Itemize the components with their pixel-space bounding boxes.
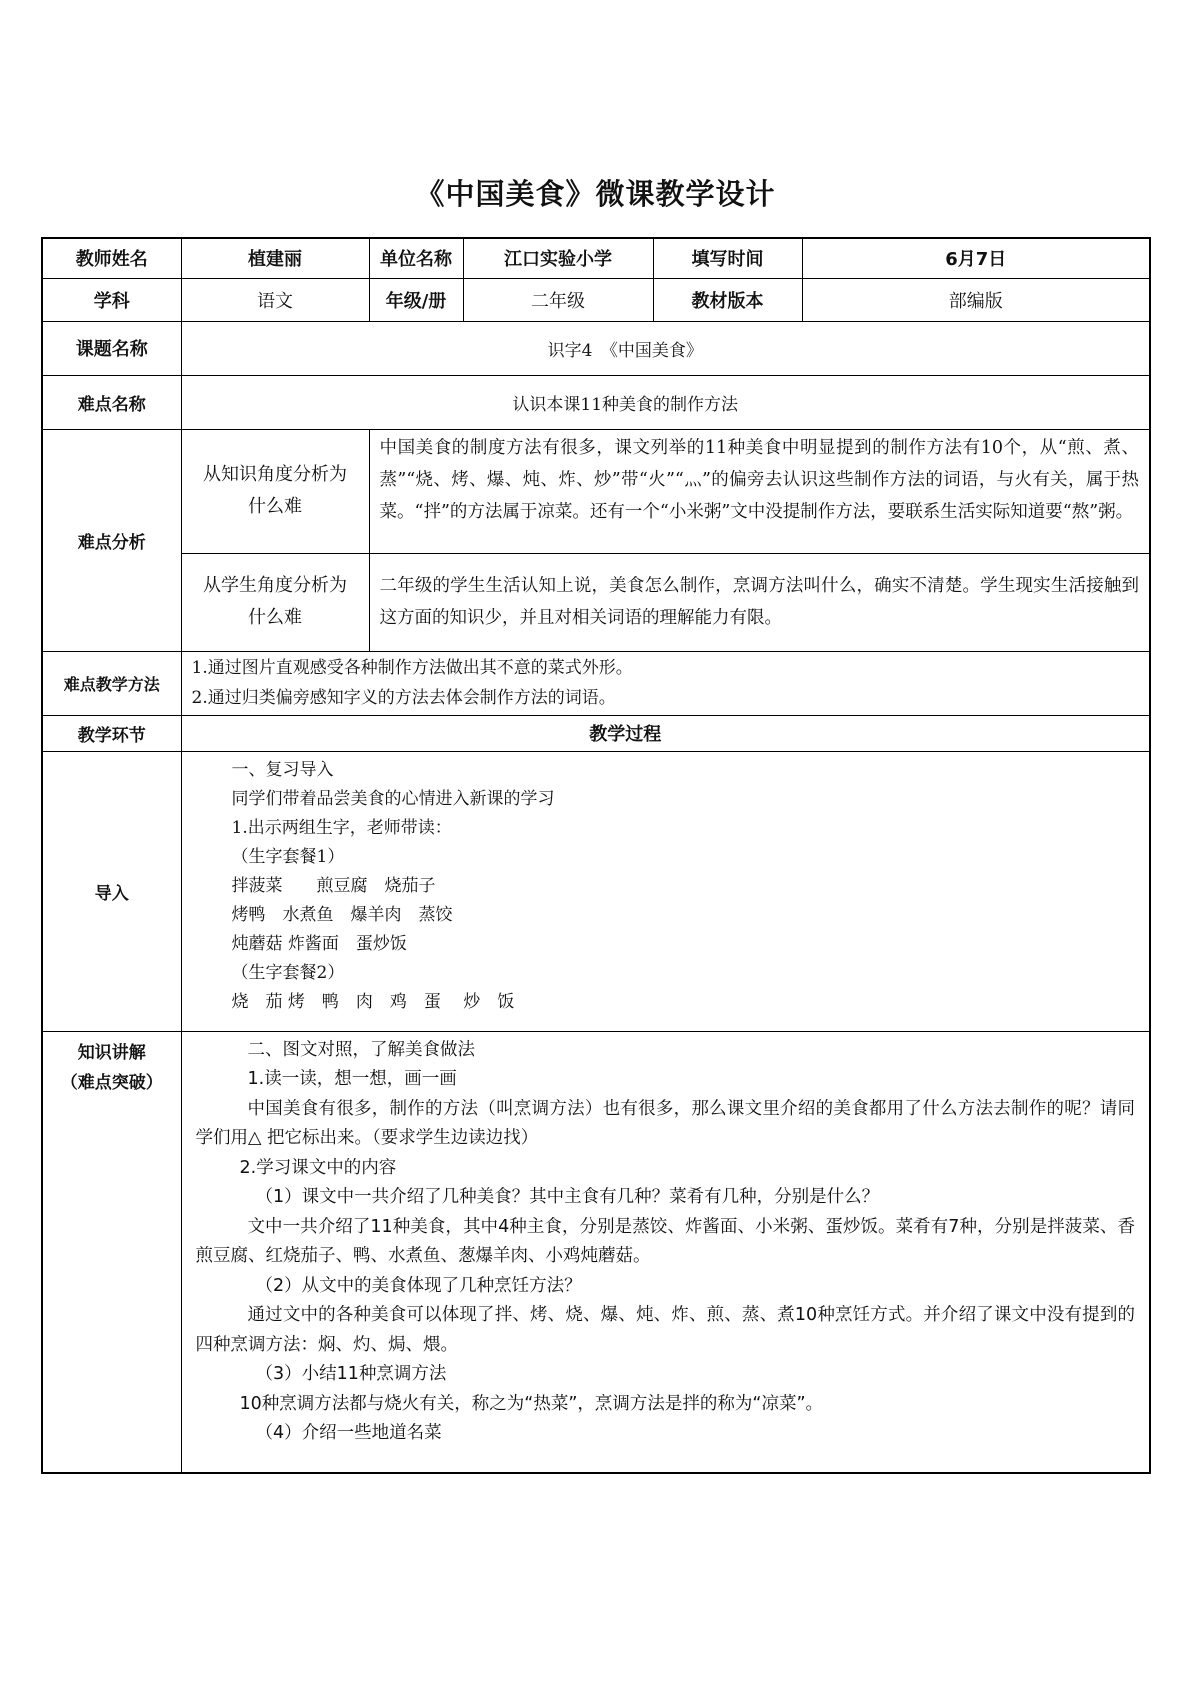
intro-line: 炖蘑菇 炸酱面 蛋炒饭 [231,933,407,954]
topic-label: 课题名称 [42,321,181,375]
unit-label: 单位名称 [369,238,463,278]
intro-label: 导入 [42,751,181,1031]
difficulty-row [42,375,1150,429]
info-row-2 [42,278,1150,321]
knowledge-line: （3）小结11种烹调方法 [255,1364,447,1384]
knowledge-line: 中国美食有很多，制作的方法（叫烹调方法）也有很多，那么课文里介绍的美食都用了什么方法去制作的呢？请同学们用△ 把它标出来。（要求学生边读边找） [195,1098,1135,1148]
subject-value: 语文 [181,278,369,321]
edition-label: 教材版本 [653,278,802,321]
methods-row [42,651,1150,715]
student-angle-label: 从学生角度分析为什么难 [181,553,369,651]
grade-label: 年级/册 [369,278,463,321]
topic-row [42,321,1150,375]
analysis-student-row [42,553,1150,651]
intro-content [181,751,1150,1031]
intro-line: 1.出示两组生字，老师带读： [231,817,452,838]
info-row-1 [42,238,1150,278]
knowledge-label-line1: 知识讲解 [77,1042,146,1063]
knowledge-row [42,1031,1150,1473]
knowledge-line: 通过文中的各种美食可以体现了拌、烤、烧、爆、炖、炸、煎、蒸、煮10种烹饪方式。并介绍了课文中没有提到的四种烹调方法：焖、灼、焗、煨。 [195,1305,1135,1355]
knowledge-content [181,1031,1150,1473]
subject-label: 学科 [42,278,181,321]
knowledge-line: 二、图文对照，了解美食做法 [247,1039,475,1060]
knowledge-angle-text: 中国美食的制度方法有很多，课文列举的11种美食中明显提到的制作方法有10个，从“煎、煮、蒸”“烧、烤、爆、炖、炸、炒”带“火”“灬”的偏旁去认识这些制作方法的词语，与火有关，属于热菜。“拌”的方法属于凉菜。还有一个“小米粥”文中没提制作方法，要联系生活实际知道要“熬”粥。 [369,429,1150,553]
methods-label: 难点教学方法 [42,651,181,715]
difficulty-label: 难点名称 [42,375,181,429]
grade-value: 二年级 [463,278,653,321]
intro-line: 拌菠菜 煎豆腐 烧茄子 [231,875,436,896]
teacher-value: 植建丽 [181,238,369,278]
page-title: 《中国美食》微课教学设计 [415,177,776,211]
knowledge-label-line2: （难点突破） [60,1072,163,1093]
process-label: 教学过程 [181,715,1150,751]
knowledge-angle-label: 从知识角度分析为什么难 [181,429,369,553]
date-label: 填写时间 [653,238,802,278]
student-angle-text: 二年级的学生生活认知上说，美食怎么制作，烹调方法叫什么，确实不清楚。学生现实生活接触到这方面的知识少，并且对相关词语的理解能力有限。 [369,553,1150,651]
knowledge-line: 2.学习课文中的内容 [239,1157,397,1178]
knowledge-line: 1.读一读，想一想，画一画 [247,1069,457,1089]
analysis-knowledge-row [42,429,1150,553]
difficulty-value: 认识本课11种美食的制作方法 [181,375,1150,429]
analysis-label: 难点分析 [42,429,181,651]
intro-row [42,751,1150,1031]
method-item: 1.通过图片直观感受各种制作方法做出其不意的菜式外形。 [191,658,633,678]
intro-line: 烧 茄 烤 鸭 肉 鸡 蛋 炒 饭 [231,991,515,1012]
process-header-row [42,715,1150,751]
unit-value: 江口实验小学 [463,238,653,278]
intro-line: 一、复习导入 [231,759,334,780]
knowledge-line: 文中一共介绍了11种美食，其中4种主食，分别是蒸饺、炸酱面、小米粥、蛋炒饭。菜肴有7种，分别是拌菠菜、香煎豆腐、红烧茄子、鸭、水煮鱼、葱爆羊肉、小鸡炖蘑菇。 [195,1216,1135,1266]
intro-line: 同学们带着品尝美食的心情进入新课的学习 [231,788,555,809]
knowledge-label [42,1031,181,1473]
knowledge-line: （1）课文中一共介绍了几种美食？其中主食有几种？菜肴有几种，分别是什么？ [255,1187,880,1207]
date-value: 6月7日 [802,238,1150,278]
intro-line: （生字套餐1） [231,846,345,867]
edition-value: 部编版 [802,278,1150,321]
knowledge-line: 10种烹调方法都与烧火有关，称之为“热菜”，烹调方法是拌的称为“凉菜”。 [239,1393,824,1414]
intro-line: 烤鸭 水煮鱼 爆羊肉 蒸饺 [231,904,453,925]
methods-list [181,651,1150,715]
method-item: 2.通过归类偏旁感知字义的方法去体会制作方法的词语。 [191,688,616,708]
lesson-design-table [41,237,1151,1474]
topic-value: 识字4 《中国美食》 [181,321,1150,375]
teacher-label: 教师姓名 [42,238,181,278]
stage-label: 教学环节 [42,715,181,751]
intro-line: （生字套餐2） [231,962,345,983]
knowledge-line: （4）介绍一些地道名菜 [255,1423,442,1443]
knowledge-line: （2）从文中的美食体现了几种烹饪方法？ [255,1275,582,1296]
